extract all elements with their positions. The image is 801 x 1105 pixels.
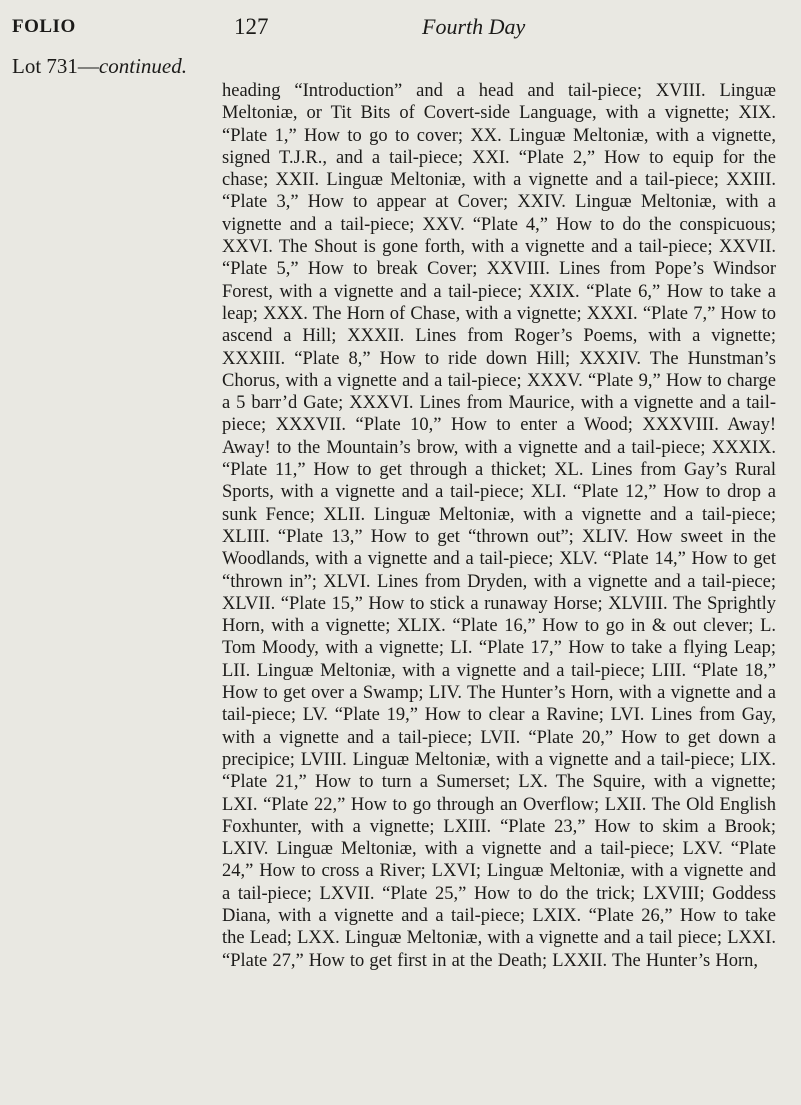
running-head (12, 8, 789, 48)
lot-label: Lot 731— (12, 54, 99, 78)
day-label: Fourth Day (422, 14, 526, 39)
lot-description (222, 80, 776, 972)
lot-continued: continued. (98, 54, 187, 78)
page-number: 127 (234, 14, 269, 39)
folio-label: FOLIO (12, 16, 76, 37)
lot-description-text: heading “Introduction” and a head and tail-piece; XVIII. Linguæ Meltoniæ, or Tit Bits of Covert-side Language, with a vignette; XIX. “Plate 1,” How to go to cover; XX. Linguæ Meltoniæ, with a vignette, signed T.J.R., and a tail-piece; XXI. “Plate 2,” How to equip for the chase; XXII. Linguæ Meltoniæ, with a vignette and a tail-piece; XXIII. “Plate 3,” How to appear at Cover; XXIV. Linguæ Meltoniæ, with a vignette and a tail-piece; XXV. “Plate 4,” How to do the conspicuous; XXVI. The Shout is gone forth, with a vignette and a tail-piece; XXVII. “Plate 5,” How to break Cover; XXVIII. Lines from Pope’s Windsor Forest, with a vignette and a tail-piece; XXIX. “Plate 6,” How to take a leap; XXX. The Horn of Chase, with a vignette; XXXI. “Plate 7,” How to ascend a Hill; XXXII. Lines from Roger’s Poems, with a vignette; XXXIII. “Plate 8,” How to ride down Hill; XXXIV. The Hunstman’s Chorus, with a vignette and a tail-piece; XXXV. “Plate 9,” How to charge a 5 barr’d Gate; XXXVI. Lines from Maurice, with a vignette and a tail-piece; XXXVII. “Plate 10,” How to enter a Wood; XXXVIII. Away! Away! to the Mountain’s brow, with a vignette and a tail-piece; XXXIX. “Plate 11,” How to get through a thicket; XL. Lines from Gay’s Rural Sports, with a vignette and a tail-piece; XLI. “Plate 12,” How to drop a sunk Fence; XLII. Linguæ Meltoniæ, with a vignette and a tail-piece; XLIII. “Plate 13,” How to get “thrown out”; XLIV. How sweet in the Woodlands, with a vignette and a tail-piece; XLV. “Plate 14,” How to get “thrown in”; XLVI. Lines from Dryden, with a vignette and a tail-piece; XLVII. “Plate 15,” How to stick a runaway Horse; XLVIII. The Sprightly Horn, with a vignette; XLIX. “Plate 16,” How to go in & out clever; L. Tom Moody, with a vignette; LI. “Plate 17,” How to take a flying Leap; LII. Linguæ Meltoniæ, with a vignette and a tail-piece; LIII. “Plate 18,” How to get over a Swamp; LIV. The Hunter’s Horn, with a vignette and a tail-piece; LV. “Plate 19,” How to clear a Ravine; LVI. Lines from Gay, with a vignette and a tail-piece; LVII. “Plate 20,” How to get down a precipice; LVIII. Linguæ Meltoniæ, with a vignette and a tail-piece; LIX. “Plate 21,” How to turn a Sumerset; LX. The Squire, with a vignette; LXI. “Plate 22,” How to go through an Overflow; LXII. The Old English Foxhunter, with a vignette; LXIII. “Plate 23,” How to skim a Brook; LXIV. Linguæ Meltoniæ, with a vignette and a tail-piece; LXV. “Plate 24,” How to cross a River; LXVI; Linguæ Meltoniæ, with a vignette and a tail-piece; LXVII. “Plate 25,” How to do the trick; LXVIII; Goddess Diana, with a vignette and a tail-piece; LXIX. “Plate 26,” How to take the Lead; LXX. Linguæ Meltoniæ, with a vignette and a tail piece; LXXI. “Plate 27,” How to get first in at the Death; LXXII. The Hunter’s Horn, (222, 81, 776, 971)
lot-heading (12, 52, 187, 80)
